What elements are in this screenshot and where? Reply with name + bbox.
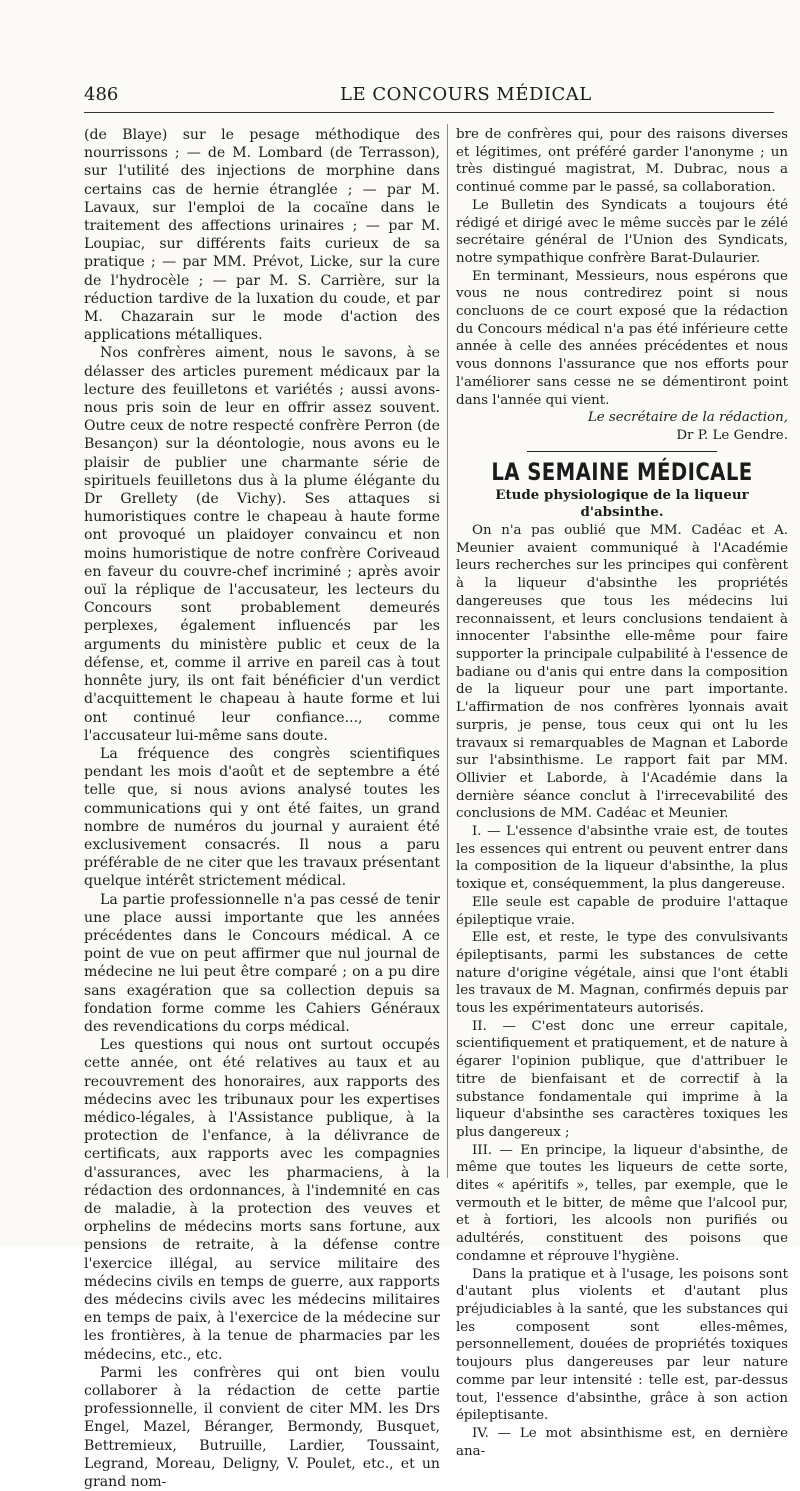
paragraph: Le Bulletin des Syndicats a toujours été rédigé et dirigé avec le même succès par le zélé secrétaire général de l'Union des Syndicats, notre sympathique confrère Barat-Dulaurier. <box>456 197 788 266</box>
paragraph: bre de confrères qui, pour des raisons diverses et légitimes, ont préféré garder l'anonyme ; un très distingué magistrat, M. Dubrac, nous a continué comme par le passé, sa collaboration. <box>456 127 788 196</box>
paragraph: Nos confrères aiment, nous le savons, à se délasser des articles purement médicaux par la lecture des feuilletons et variétés ; aussi avons-nous pris soin de leur en offrir assez souvent. Outre ceux de notre respecté confrère Perron (de Besançon) sur la déontologie, nous avons eu le plaisir de publier une charmante série de spirituels feuilletons dus à la plume élégante du Dr Grellety (de Vichy). Ses attaques si humoristiques contre le chapeau à haute forme ont provoqué un plaidoyer convaincu et non moins humoristique de notre confrère Coriveaud en faveur du couvre-chef incriminé ; après avoir ouï la réplique de l'accusateur, les lecteurs du Concours sont probablement demeurés perplexes, également influencés par les arguments du ministère public et ceux de la défense, et, comme il arrive en pareil cas à tout honnête jury, ils ont fait bénéficier d'un verdict d'acquittement le chapeau à haute forme et lui ont continué leur confiance..., comme l'accusateur lui-même sans doute. <box>84 345 440 744</box>
paragraph: On n'a pas oublié que MM. Cadéac et A. Meunier avaient communiqué à l'Académie leurs recherches sur les principes qui confèrent à la liqueur d'absinthe les propriétés dangereuses que tous les médecins lui reconnaissent, et leurs conclusions tendaient à innocenter l'absinthe elle-même pour faire supporter la principale culpabilité à l'essence de badiane ou d'anis qui entre dans la composition de la liqueur pour une part importante. L'affirmation de nos confrères lyonnais avait surpris, je pense, tous ceux qui ont lu les travaux si remarquables de Magnan et Laborde sur l'absinthisme. Le rapport fait par MM. Ollivier et Laborde, à l'Académie dans la dernière séance conclut à l'irrecevabilité des conclusions de MM. Cadéac et Meunier. <box>456 523 788 822</box>
paragraph: Elle seule est capable de produire l'attaque épileptique vraie. <box>456 894 788 928</box>
paragraph: III. — En principe, la liqueur d'absinthe, de même que toutes les liqueurs de cette sorte, dites « apéritifs », telles, par exemple, que le vermouth et le bitter, de même que l'alcool pur, et à fortiori, les alcools non purifiés ou adultérés, constituent des poisons que condamne et réprouve l'hygiène. <box>456 1142 788 1264</box>
paragraph: En terminant, Messieurs, nous espérons que vous ne nous contredirez point si nous concluons de ce court exposé que la rédaction du Concours médical n'a pas été inférieure cette année à celle des années précédentes et nous vous donnons l'assurance que nos efforts pour l'améliorer sans cesse ne se démentiront point dans l'année qui vient. <box>456 268 788 408</box>
paragraph: II. — C'est donc une erreur capitale, scientifiquement et pratiquement, et de nature à égarer l'opinion publique, que d'attribuer le titre de bienfaisant et de correctif à la substance fondamentale qui imprime à la liqueur d'absinthe ses caractères toxiques les plus dangereux ; <box>456 1018 788 1140</box>
paragraph: IV. — Le mot absinthisme est, en dernière ana- <box>456 1425 788 1459</box>
running-title: LE CONCOURS MÉDICAL <box>340 84 592 105</box>
section-rule <box>527 451 717 452</box>
paragraph: Parmi les confrères qui ont bien voulu collaborer à la rédaction de cette partie professionnelle, il convient de citer MM. les Drs Engel, Mazel, Béranger, Bermondy, Busquet, Bettremieux, Butruille, Lardier, Toussaint, Legrand, Moreau, Deligny, V. Poulet, etc., et un grand nom- <box>84 1364 440 1491</box>
paragraph: Elle est, et reste, le type des convulsivants épileptisants, parmi les substances de cette nature d'origine végétale, ainsi que l'ont établi les travaux de M. Magnan, confirmés depuis par tous les expérimentateurs autorisés. <box>456 930 788 1017</box>
paragraph: La fréquence des congrès scientifiques pendant les mois d'août et de septembre a été telle que, si nous avions analysé toutes les communications qui y ont été faites, un grand nombre de numéros du journal y auraient été exclusivement consacrés. Il nous a paru préférable de ne citer que les travaux présentant quelque intérêt strictement médical. <box>84 745 440 890</box>
left-column <box>84 126 440 1491</box>
right-column <box>456 126 788 1460</box>
section-title: LA SEMAINE MÉDICALE <box>491 457 753 486</box>
signature-role: Le secrétaire de la rédaction, <box>587 410 788 426</box>
paragraph: Les questions qui nous ont surtout occupés cette année, ont été relatives au taux et au recouvrement des honoraires, aux rapports des médecins avec les tribunaux pour les expertises médico-légales, à l'Assistance publique, à la protection de l'enfance, à la délivrance de certificats, aux rapports avec les compagnies d'assurances, avec les pharmaciens, à la rédaction des ordonnances, à l'indemnité en cas de maladie, à la protection des veuves et orphelins de médecins morts sans fortune, aux pensions de retraite, à la défense contre l'exercice illégal, au service militaire des médecins civils en temps de guerre, aux rapports des médecins civils avec les médecins militaires en temps de paix, à l'exercice de la médecine sur les frontières, à la tenue de pharmacies par les médecins, etc., etc. <box>84 1037 440 1363</box>
paragraph: La partie professionnelle n'a pas cessé de tenir une place aussi importante que les années précédentes dans le Concours médical. A ce point de vue on peut affirmer que nul journal de médecine ne lui peut être comparé ; on a pu dire sans exagération que sa collection depuis sa fondation forme comme les Cahiers Généraux des revendications du corps médical. <box>84 891 440 1035</box>
header-rule <box>84 112 774 113</box>
paragraph: I. — L'essence d'absinthe vraie est, de toutes les essences qui entrent ou peuvent entrer dans la composition de la liqueur d'absinthe, la plus toxique et, conséquemment, la plus dangereuse. <box>456 824 788 893</box>
paragraph: (de Blaye) sur le pesage méthodique des nourrissons ; — de M. Lombard (de Terrasson), sur l'utilité des injections de morphine dans certains cas de hernie étranglée ; — par M. Lavaux, sur l'emploi de la cocaïne dans le traitement des affections urinaires ; — par M. Loupiac, sur différents faits curieux de sa pratique ; — par MM. Prévot, Licke, sur la cure de l'hydrocèle ; — par M. S. Carrière, sur la réduction tardive de la luxation du coude, et par M. Chazarain sur le mode d'action des applications métalliques. <box>84 127 440 344</box>
column-divider <box>447 124 448 1178</box>
signature-name: Dr P. Le Gendre. <box>676 427 788 443</box>
paragraph: Dans la pratique et à l'usage, les poisons sont d'autant plus violents et d'autant plus préjudiciables à la santé, que les substances qui les composent sont elles-mêmes, personnellement, douées de propriétés toxiques toujours plus dangereuses par leur nature comme par leur intensité : telle est, par-dessus tout, l'essence d'absinthe, grâce à son action épileptisante. <box>456 1266 788 1424</box>
section-subtitle: Etude physiologique de la liqueur d'absinthe. <box>495 486 749 521</box>
page-number: 486 <box>84 84 119 105</box>
